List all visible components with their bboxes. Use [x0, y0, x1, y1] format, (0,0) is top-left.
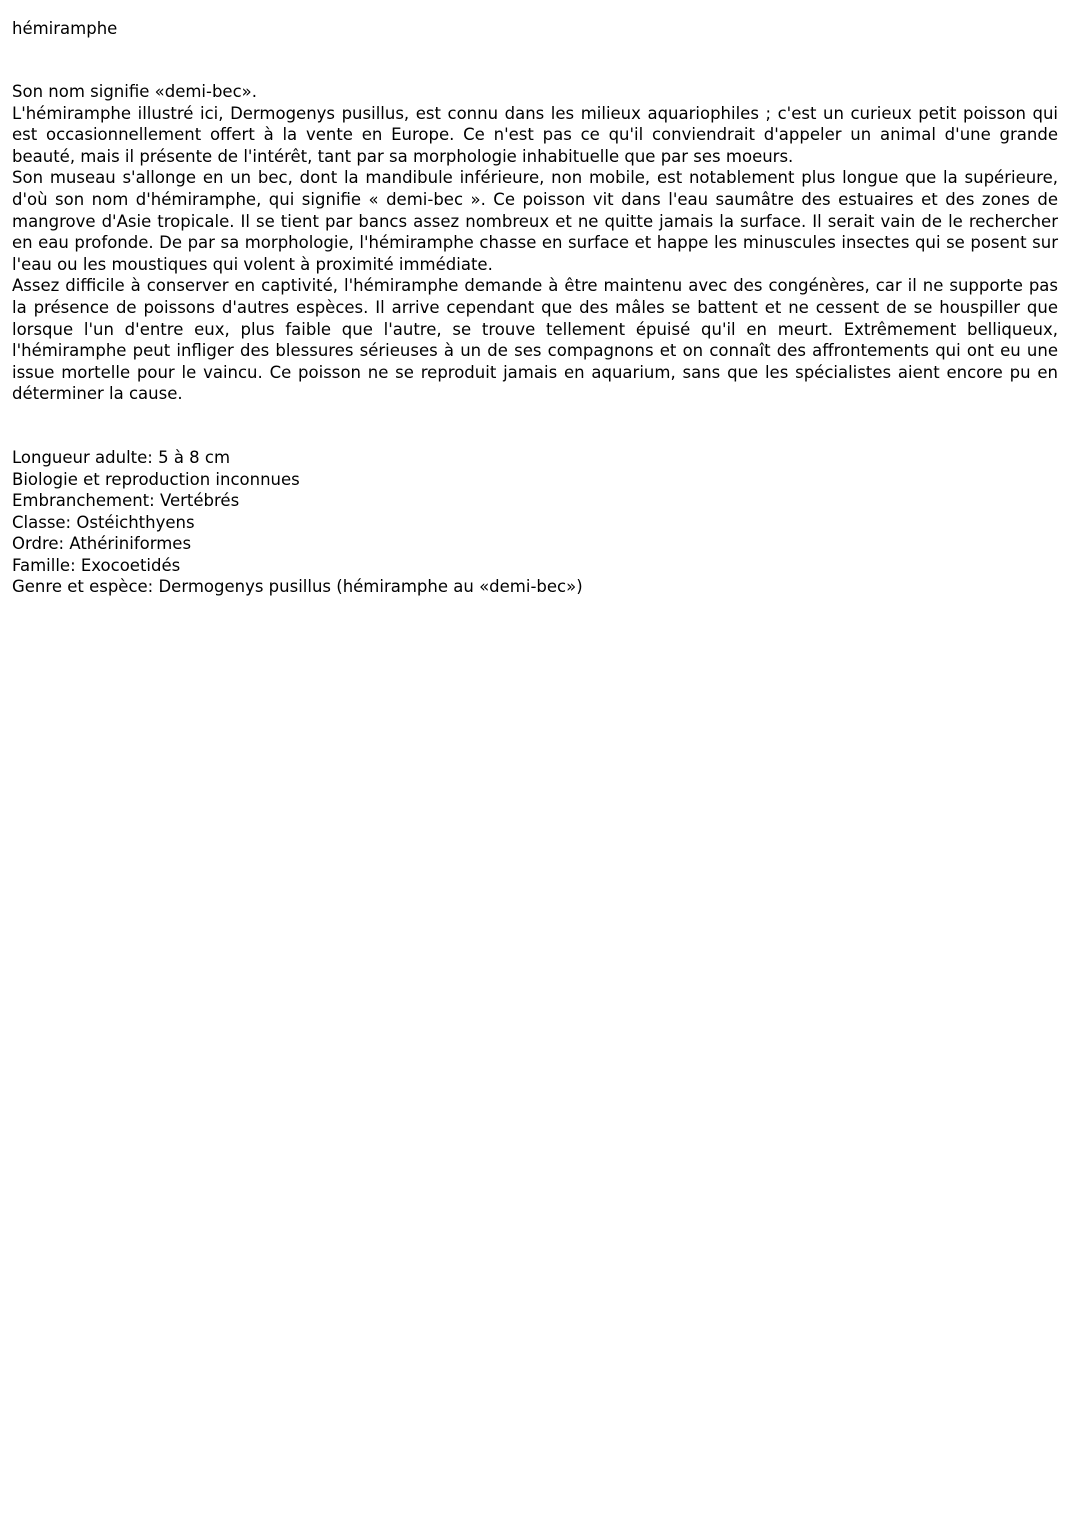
fact-order: Ordre: Athériniformes	[12, 534, 192, 554]
fact-family: Famille: Exocoetidés	[12, 555, 181, 575]
paragraph-habitat: Son museau s'allonge en un bec, dont la mandibule inférieure, non mobile, est notablement plus longue que la supérieure, d'où son nom d'hémiramphe, qui signifie « demi-bec ». Ce poisson vit dans l'eau saumâtre des estuaires et des zones de mangrove d'Asie tropicale. Il se tient par bancs assez nombreux et ne quitte jamais la surface. Il serait vain de le rechercher en eau profonde. De par sa morphologie, l'hémiramphe chasse en surface et happe les minuscules insectes qui se posent sur l'eau ou les moustiques qui volent à proximité immédiate.	[12, 168, 1058, 274]
article-body	[12, 81, 1058, 405]
fact-phylum: Embranchement: Vertébrés	[12, 491, 240, 511]
page-title: hémiramphe	[12, 19, 118, 38]
fact-adult-length: Longueur adulte: 5 à 8 cm	[12, 447, 231, 467]
fact-biology: Biologie et reproduction inconnues	[12, 469, 300, 489]
paragraph-intro: Son nom signifie «demi-bec».	[12, 82, 257, 101]
paragraph-description: L'hémiramphe illustré ici, Dermogenys pusillus, est connu dans les milieux aquariophiles ; c'est un curieux petit poisson qui est occasionnellement offert à la vente en Europe. Ce n'est pas ce qu'il conviendrait d'appeler un animal d'une grande beauté, mais il présente de l'intérêt, tant par sa morphologie inhabituelle que par ses moeurs.	[12, 103, 1058, 166]
fact-genus-species: Genre et espèce: Dermogenys pusillus (hémiramphe au «demi-bec»)	[12, 577, 583, 597]
document-page	[12, 18, 1058, 598]
paragraph-captivity: Assez difficile à conserver en captivité, l'hémiramphe demande à être maintenu avec des congénères, car il ne supporte pas la présence de poissons d'autres espèces. Il arrive cependant que des mâles se battent et ne cessent de se houspiller que lorsque l'un d'entre eux, plus faible que l'autre, se trouve tellement épuisé qu'il en meurt. Extrêmement belliqueux, l'hémiramphe peut infliger des blessures sérieuses à un de ses compagnons et on connaît des affrontements qui ont eu une issue mortelle pour le vaincu. Ce poisson ne se reproduit jamais en aquarium, sans que les spécialistes aient encore pu en déterminer la cause.	[12, 276, 1058, 404]
fact-list	[12, 447, 1058, 598]
fact-class: Classe: Ostéichthyens	[12, 512, 195, 532]
